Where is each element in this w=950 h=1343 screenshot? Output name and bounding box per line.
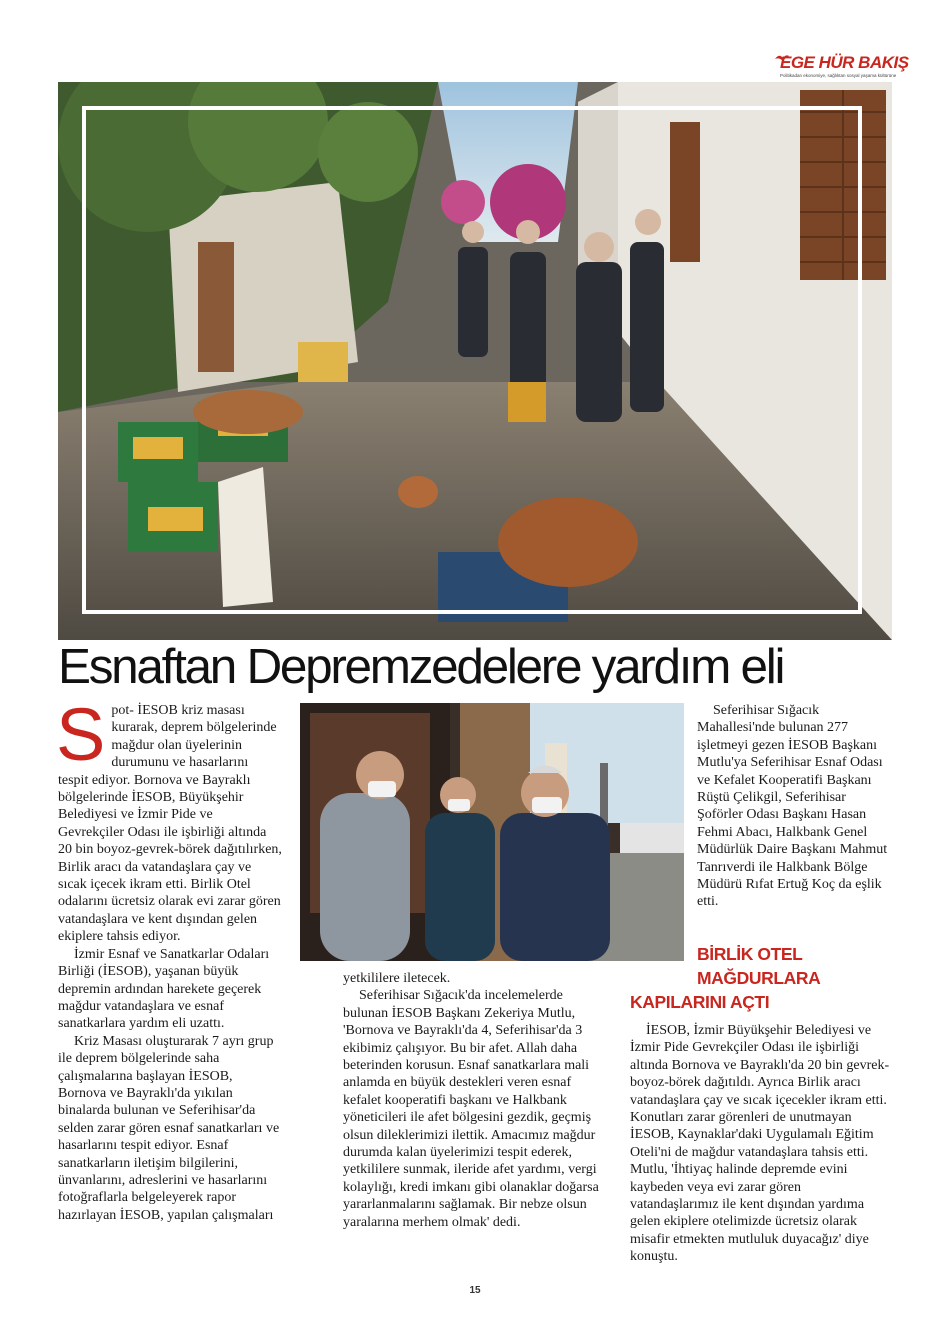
paragraph: İESOB, İzmir Büyükşehir Belediyesi ve İzmir Pide Gevrekçiler Odası ile işbirliği altında Bornova ve Bayraklı'da 20 bin gevrek-boyoz-börek dağıtıldı. Ayrıca Birlik aracı vatandaşlara çay ve sıcak içecekler ikram etti. Konutları zarar görenleri de unutmayan İESOB, Kaynaklar'daki Uygulamalı Eğitim Oteli'ni de mağdur vatandaşlara tahsis etti. Mutlu, 'İhtiyaç halinde depremde evini kaybeden veya evi zarar gören vatandaşlarımız ile kent dışından yardıma gelen ekiplere otelimizde ücretsiz olarak misafir etmekten mutluluk duyacağız' diye konuştu.	[630, 1023, 890, 1265]
paragraph: Kriz Masası oluşturarak 7 ayrı grup ile deprem bölgelerinde saha çalışmalarına başlayan İESOB, Bornova ve Bayraklı'da yıkılan binalarda bulunan ve Seferihisar'da selden zarar gören esnaf sanatkarları ve hasarlarını tespit ediyor. Esnaf sanatkarların iletişim bilgilerini, ünvanlarını, adreslerini ve hasarlarını fotoğraflarla belgeleyerek rapor hazırlayan İESOB, yapılan çalışmaları	[58, 1033, 280, 1223]
column-2	[343, 970, 605, 1286]
column-1	[56, 693, 282, 1287]
subheading-line: MAĞDURLARA	[697, 968, 821, 988]
article-photo	[300, 703, 684, 961]
hero-photo	[58, 82, 892, 640]
lead-text: pot- İESOB kriz masası kurarak, deprem bölgelerinde mağdur olan üyelerinin durumunu ve hasarlarını tespit ediyor. Bornova ve Bayraklı bölgelerinde İESOB, Büyükşehir Belediyesi ve İzmir Pide ve Gevrekçiler Odası ile işbirliği altında 20 bin boyoz-gevrek-börek dağıtılırken, Birlik aracı da vatandaşlara çay ve sıcak içecek ikram etti. Birlik Otel odalarını ücretsiz olarak evi zarar gören vatandaşlara ve kent dışından gelen ekiplere tahsis ediyor.	[58, 703, 282, 945]
paragraph: İzmir Esnaf ve Sanatkarlar Odaları Birliği (İESOB), yaşanan büyük depremin ardından harekete geçerek mağdur vatandaşlara ve esnaf sanatkarlara yardım eli uzattı.	[58, 946, 270, 1032]
subheading-line: KAPILARINI AÇTI	[630, 992, 770, 1012]
masthead-logo	[774, 52, 909, 82]
column-3	[697, 702, 893, 935]
logo-tagline: Politikadan ekonomiye, sağlıktan sosyal yaşama kültürüne	[780, 73, 897, 78]
paragraph: Seferihisar Sığacık'da incelemelerde bulunan İESOB Başkanı Zekeriya Mutlu, 'Bornova ve Bayraklı'da 4, Seferihisar'da 3 ekibimiz çalışıyor. Bu bir afet. Allah daha beterinden korusun. Esnaf sanatkarlara mali anlamda en büyük destekleri veren esnaf kefalet kooperatifi başkanı ve Halkbank yöneticileri ile afet bölgesini gezdik, geçmiş olsun dileklerimizi ilettik. Amacımız mağdur durumda kalan üyelerimizi tespit ederek, yetkililere sunmak, ileride afet yardımı, vergi kolaylığı, kredi imkanı gibi olanaklar doğarsa yararlanmalarını sağlamak. Bir nebze olsun yaralarına merhem olmak' dedi.	[343, 988, 599, 1230]
paragraph: yetkililere iletecek.	[343, 971, 451, 986]
paragraph: Seferihisar Sığacık Mahallesi'nde bulunan 277 işletmeyi gezen İESOB Başkanı Mutlu'ya Seferihisar Esnaf Odası ve Kefalet Kooperatifi Başkanı Rüştü Çelikgil, Seferihisar Şoförler Odası Başkanı Hasan Fehmi Abacı, Halkbank Genel Müdürlük Daire Başkanı Mahmut Tanrıverdi ile Halkbank Bölge Müdürü Rıfat Ertuğ Koç da eşlik etti.	[697, 703, 888, 910]
dropcap: S	[56, 693, 106, 776]
page-number: 15	[469, 1285, 481, 1296]
subheading-line: BİRLİK OTEL	[697, 944, 803, 964]
logo-text: EGE HÜR BAKIŞ	[780, 53, 909, 72]
column-3b	[630, 1022, 893, 1287]
paragraph-lead	[56, 693, 282, 946]
headline: Esnaftan Depremzedelere yardım eli	[58, 639, 784, 694]
